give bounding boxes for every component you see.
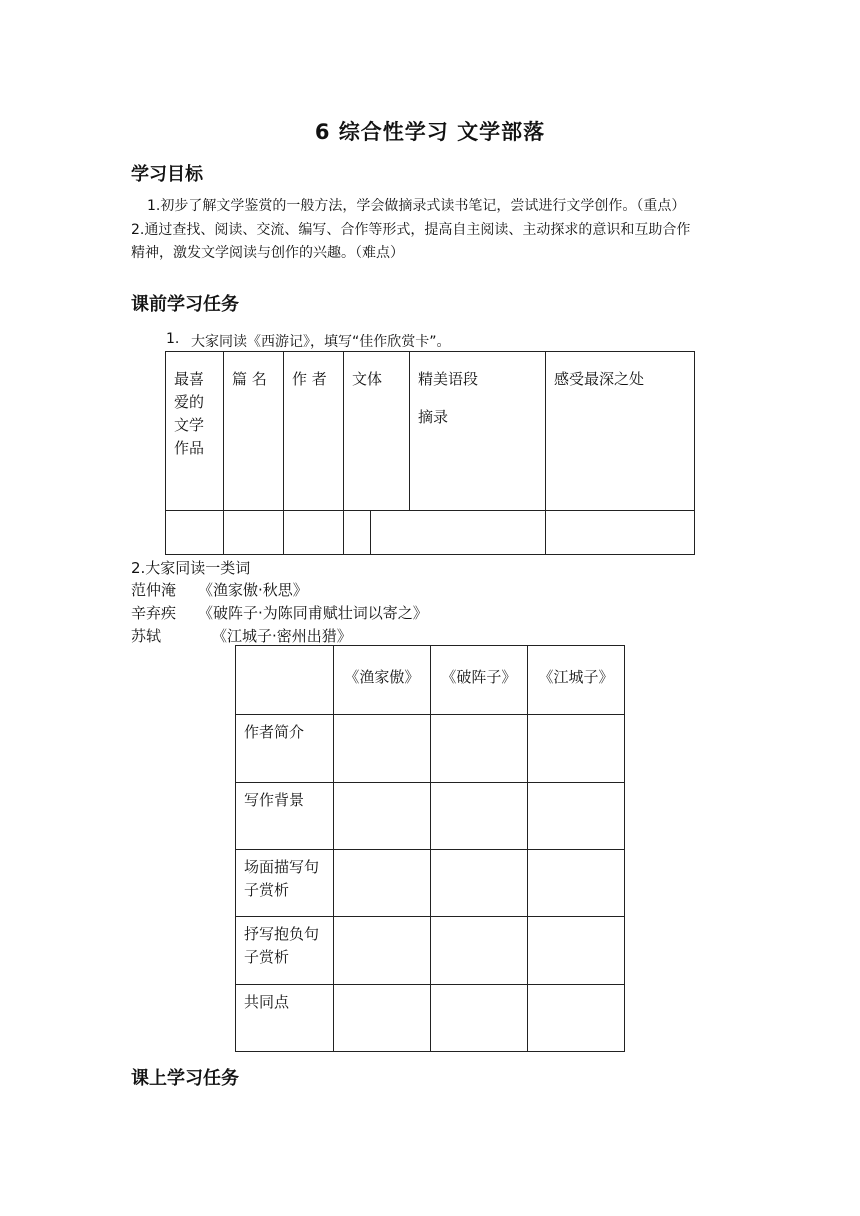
answer-cell[interactable]	[527, 985, 624, 1052]
poem-1-author: 范仲淹	[131, 581, 177, 599]
row-label-ambition: 抒写抱负句子赏析	[244, 925, 320, 966]
objective-line-2: 2.通过查找、阅读、交流、编写、合作等形式，提高自主阅读、主动探求的意识和互助合作	[131, 222, 691, 238]
header-genre-label: 文体	[352, 370, 383, 388]
answer-cell[interactable]	[344, 511, 371, 555]
answer-cell[interactable]	[430, 850, 527, 917]
header-cell-favorite	[166, 352, 224, 511]
row-label-cell	[236, 783, 334, 850]
objective-line-3: 精神，激发文学阅读与创作的兴趣。（难点）	[131, 245, 404, 261]
header-cell-feeling	[546, 352, 695, 511]
answer-cell[interactable]	[527, 715, 624, 783]
header-cell-genre	[344, 352, 410, 511]
answer-cell[interactable]	[430, 715, 527, 783]
objective-line-1: 1.初步了解文学鉴赏的一般方法，学会做摘录式读书笔记，尝试进行文学创作。（重点）	[147, 198, 686, 214]
row-label-cell	[236, 715, 334, 783]
row-label-cell	[236, 917, 334, 985]
answer-cell[interactable]	[333, 850, 430, 917]
table-row	[236, 917, 625, 985]
header-excerpt-sublabel: 摘录	[418, 408, 449, 426]
row-label-scene: 场面描写句子赏析	[244, 858, 320, 899]
poem-1-title: 《渔家傲·秋思》	[198, 581, 308, 599]
answer-cell[interactable]	[333, 715, 430, 783]
page-title: 6 综合性学习 文学部落	[314, 120, 546, 144]
answer-cell[interactable]	[527, 783, 624, 850]
appreciation-card-table	[165, 351, 695, 555]
table-row	[236, 985, 625, 1052]
poem-2-title: 《破阵子·为陈同甫赋壮词以寄之》	[198, 604, 428, 622]
table-row	[236, 783, 625, 850]
poem-3-author: 苏轼	[131, 627, 162, 645]
header-cell-title	[224, 352, 284, 511]
table-row	[236, 715, 625, 783]
answer-cell[interactable]	[333, 985, 430, 1052]
header-feeling-label: 感受最深之处	[554, 370, 645, 388]
row-label-background: 写作背景	[244, 791, 305, 809]
task1-number: 1.	[166, 331, 180, 347]
answer-cell[interactable]	[430, 917, 527, 985]
poem-comparison-table	[235, 645, 625, 1052]
header-title-label: 篇 名	[232, 370, 267, 388]
column-header-2: 《破阵子》	[441, 668, 517, 686]
answer-cell[interactable]	[284, 511, 344, 555]
task2-text: 2.大家同读一类词	[131, 559, 251, 577]
corner-cell	[236, 646, 334, 715]
preclass-heading: 课前学习任务	[131, 294, 239, 315]
answer-cell[interactable]	[527, 917, 624, 985]
answer-cell[interactable]	[430, 783, 527, 850]
row-label-cell	[236, 850, 334, 917]
column-header-1: 《渔家傲》	[344, 668, 420, 686]
answer-cell[interactable]	[166, 511, 224, 555]
poem-3-title: 《江城子·密州出猎》	[212, 627, 352, 645]
task1-text: 大家同读《西游记》，填写“佳作欣赏卡”。	[191, 334, 451, 350]
answer-cell[interactable]	[224, 511, 284, 555]
header-excerpt-label: 精美语段	[418, 370, 479, 388]
row-label-cell	[236, 985, 334, 1052]
answer-cell[interactable]	[333, 783, 430, 850]
column-header-cell	[333, 646, 430, 715]
header-cell-author	[284, 352, 344, 511]
header-favorite-label: 最喜爱的文学作品	[174, 370, 205, 457]
objectives-heading: 学习目标	[131, 164, 203, 185]
column-header-3: 《江城子》	[538, 668, 614, 686]
answer-cell[interactable]	[546, 511, 695, 555]
header-author-label: 作 者	[292, 370, 327, 388]
answer-cell[interactable]	[527, 850, 624, 917]
answer-cell[interactable]	[371, 511, 546, 555]
column-header-cell	[527, 646, 624, 715]
poem-2-author: 辛弃疾	[131, 604, 177, 622]
table-row	[236, 850, 625, 917]
row-label-common: 共同点	[244, 993, 290, 1011]
answer-cell[interactable]	[333, 917, 430, 985]
column-header-cell	[430, 646, 527, 715]
answer-cell[interactable]	[430, 985, 527, 1052]
inclass-heading: 课上学习任务	[131, 1068, 239, 1089]
header-cell-excerpt	[410, 352, 546, 511]
row-label-author-intro: 作者简介	[244, 723, 305, 741]
